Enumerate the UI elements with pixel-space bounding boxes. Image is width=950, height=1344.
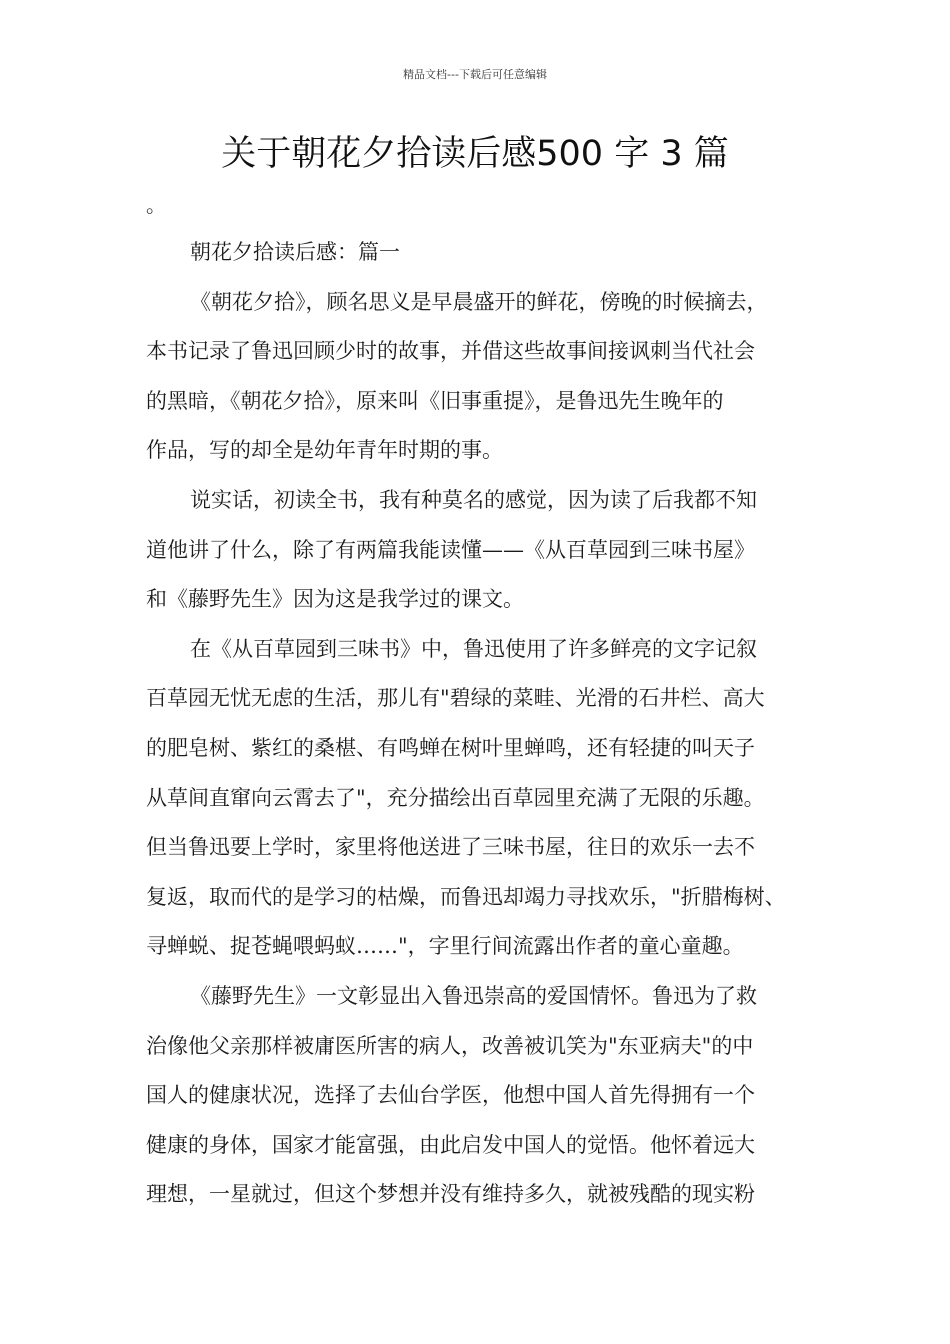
- body-line: 理想，一星就过，但这个梦想并没有维持多久，就被残酷的现实粉: [146, 1182, 755, 1207]
- body-line: 百草园无忧无虑的生活，那儿有"碧绿的菜畦、光滑的石井栏、高大: [146, 686, 765, 711]
- body-line: 的黑暗，《朝花夕拾》，原来叫《旧事重提》，是鲁迅先生晚年的: [146, 388, 724, 413]
- document-title: 关于朝花夕拾读后感500 字 3 篇: [221, 134, 729, 174]
- body-line: 健康的身体，国家才能富强，由此启发中国人的觉悟。他怀着远大: [146, 1132, 755, 1157]
- lead-mark: 。: [146, 193, 166, 217]
- body-line: 《朝花夕拾》，顾名思义是早晨盛开的鲜花，傍晚的时候摘去，: [190, 289, 768, 314]
- body-line: 在《从百草园到三味书》中，鲁迅使用了许多鲜亮的文字记叙: [190, 636, 757, 661]
- body-line: 和《藤野先生》因为这是我学过的课文。: [146, 587, 524, 612]
- body-line: 朝花夕拾读后感：篇一: [190, 240, 400, 264]
- body-line: 复返，取而代的是学习的枯燥，而鲁迅却竭力寻找欢乐，"折腊梅树、: [146, 884, 786, 909]
- page-header: 精品文档---下载后可任意编辑: [403, 68, 547, 81]
- body-line: 道他讲了什么，除了有两篇我能读懂——《从百草园到三味书屋》: [146, 537, 755, 562]
- body-line: 但当鲁迅要上学时，家里将他送进了三味书屋，往日的欢乐一去不: [146, 835, 755, 860]
- body-line: 《藤野先生》一文彰显出入鲁迅崇高的爱国情怀。鲁迅为了救: [190, 983, 757, 1008]
- body-line: 治像他父亲那样被庸医所害的病人，改善被讥笑为"东亚病夫"的中: [146, 1033, 754, 1058]
- body-line: 作品，写的却全是幼年青年时期的事。: [146, 438, 503, 463]
- body-line: 的肥皂树、紫红的桑椹、有鸣蝉在树叶里蝉鸣，还有轻捷的叫天子: [146, 735, 755, 760]
- body-line: 说实话，初读全书，我有种莫名的感觉，因为读了后我都不知: [190, 487, 757, 512]
- body-line: 国人的健康状况，选择了去仙台学医，他想中国人首先得拥有一个: [146, 1083, 755, 1108]
- body-line: 从草间直窜向云霄去了"，充分描绘出百草园里充满了无限的乐趣。: [146, 785, 765, 810]
- document-body: [146, 228, 836, 1220]
- body-line: 本书记录了鲁迅回顾少时的故事，并借这些故事间接讽刺当代社会: [146, 339, 755, 364]
- body-line: 寻蝉蜕、捉苍蝇喂蚂蚁……"，字里行间流露出作者的童心童趣。: [146, 934, 744, 959]
